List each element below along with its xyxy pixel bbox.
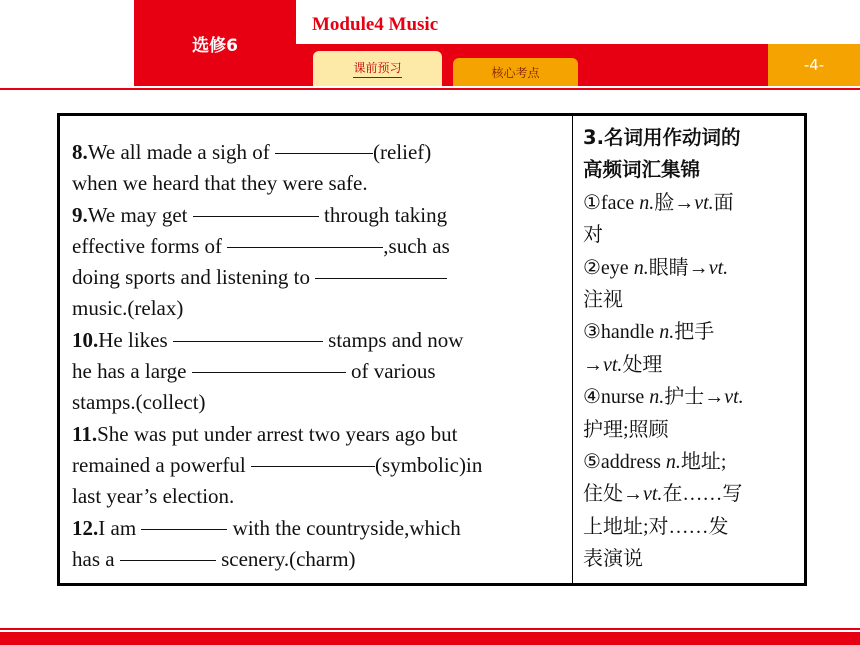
module-title: Module4 Music xyxy=(312,14,439,35)
footer-line xyxy=(0,628,860,630)
content-table xyxy=(57,113,807,586)
footer-bar xyxy=(0,632,860,645)
vocab-heading: 3.名词用作动词的 xyxy=(583,126,741,149)
vocab-item: ③handle n.把手 xyxy=(583,321,715,344)
vocab-item: ①face n.脸→vt.面 xyxy=(583,191,734,214)
q9-text-3: effective forms of xyxy=(72,233,228,258)
q10-text-2: stamps and now xyxy=(322,327,464,352)
vocab-item-cont: 对 xyxy=(583,224,603,247)
exercise-line: when we heard that they were safe. xyxy=(72,171,368,196)
q10-text-3: he has a large xyxy=(72,359,192,384)
exercise-line xyxy=(72,544,562,575)
question-number: 11. xyxy=(72,421,98,446)
exercise-line xyxy=(72,325,562,356)
q12-text-2: with the countryside,which xyxy=(227,515,461,540)
q10-text-4: of various xyxy=(345,359,436,384)
tab-key-points[interactable] xyxy=(453,58,578,86)
question-number: 9. xyxy=(72,202,88,227)
section-badge xyxy=(134,0,296,86)
q10-text: 10.He likes xyxy=(72,327,173,352)
answer-blank[interactable] xyxy=(193,216,319,217)
exercise-line: stamps.(collect) xyxy=(72,390,206,415)
q12-text-4: scenery.(charm) xyxy=(215,546,356,571)
exercise-panel xyxy=(60,116,573,583)
vocab-item-cont: 住处→vt.在……写 xyxy=(583,483,743,506)
q8-text: 8.We all made a sigh of xyxy=(72,140,275,164)
answer-blank[interactable] xyxy=(120,560,216,561)
tab-preview[interactable] xyxy=(313,51,442,86)
vocab-item-cont: 护理;照顾 xyxy=(583,418,669,441)
question-number: 8. xyxy=(72,140,88,164)
answer-blank[interactable] xyxy=(315,278,447,279)
vocab-item-cont: →vt.处理 xyxy=(583,353,663,376)
vocab-item-cont: 表演说 xyxy=(583,548,643,571)
vocab-item: ⑤address n.地址; xyxy=(583,451,727,474)
exercise-line xyxy=(72,200,562,231)
exercise-line xyxy=(72,356,562,387)
q9-text-2: through taking xyxy=(318,202,448,227)
page-number: -4- xyxy=(803,56,825,74)
vocab-heading-2: 高频词汇集锦 xyxy=(583,158,701,182)
question-number: 12. xyxy=(72,515,99,540)
vocab-item: ②eye n.眼睛→vt. xyxy=(583,256,729,279)
exercise-line: music.(relax) xyxy=(72,296,184,321)
answer-blank[interactable] xyxy=(192,372,346,373)
exercise-line xyxy=(72,262,562,293)
header-divider xyxy=(0,88,860,90)
q8-hint: (relief) xyxy=(373,140,432,164)
section-label: 选修6 xyxy=(192,35,238,56)
exercise-line xyxy=(72,450,562,481)
exercise-line xyxy=(72,231,562,262)
exercise-line xyxy=(72,513,562,544)
vocab-item-cont: 注视 xyxy=(583,289,623,312)
exercise-line: last year’s election. xyxy=(72,484,235,509)
q12-text: 12.I am xyxy=(72,515,142,540)
answer-blank[interactable] xyxy=(173,341,323,342)
q9-text-4: ,such as xyxy=(383,233,450,258)
tab-preview-label: 课前预习 xyxy=(353,59,401,78)
q11-text: remained a powerful xyxy=(72,452,252,477)
answer-blank[interactable] xyxy=(141,529,227,530)
tab-key-points-label: 核心考点 xyxy=(491,65,540,80)
q12-text-3: has a xyxy=(72,546,120,571)
q11-text-2: (symbolic)in xyxy=(375,452,483,477)
answer-blank[interactable] xyxy=(227,247,383,248)
q9-text: 9.We may get xyxy=(72,202,193,227)
vocabulary-panel xyxy=(573,116,804,583)
page-number-box xyxy=(768,44,860,86)
answer-blank[interactable] xyxy=(275,153,373,154)
answer-blank[interactable] xyxy=(251,466,375,467)
exercise-line xyxy=(72,137,562,168)
vocab-item: ④nurse n.护士→vt. xyxy=(583,386,744,409)
vocab-item-cont: 上地址;对……发 xyxy=(583,515,729,538)
q9-text-5: doing sports and listening to xyxy=(72,265,316,290)
exercise-line: 11.She was put under arrest two years ago but xyxy=(72,421,458,446)
question-number: 10. xyxy=(72,327,99,352)
